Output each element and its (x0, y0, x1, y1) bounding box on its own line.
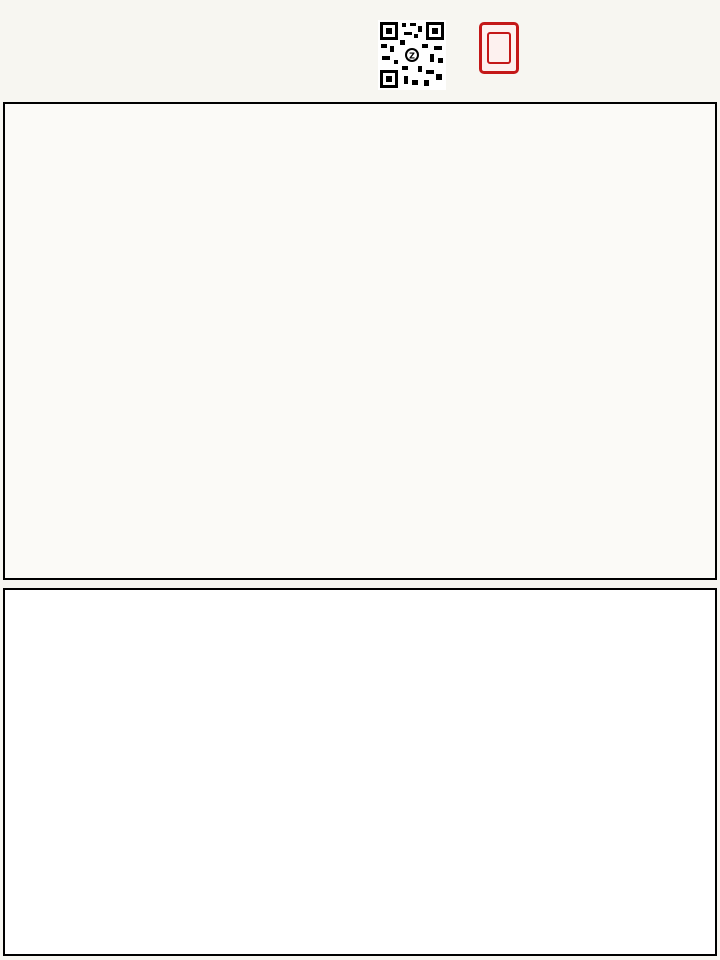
qr-code-icon[interactable] (378, 20, 446, 90)
yearly-luck-grid (3, 588, 717, 956)
red-seal-stamp-icon (479, 22, 519, 74)
chart-main-grid (3, 102, 717, 580)
header (0, 0, 720, 100)
svg-text:Z: Z (409, 51, 415, 61)
